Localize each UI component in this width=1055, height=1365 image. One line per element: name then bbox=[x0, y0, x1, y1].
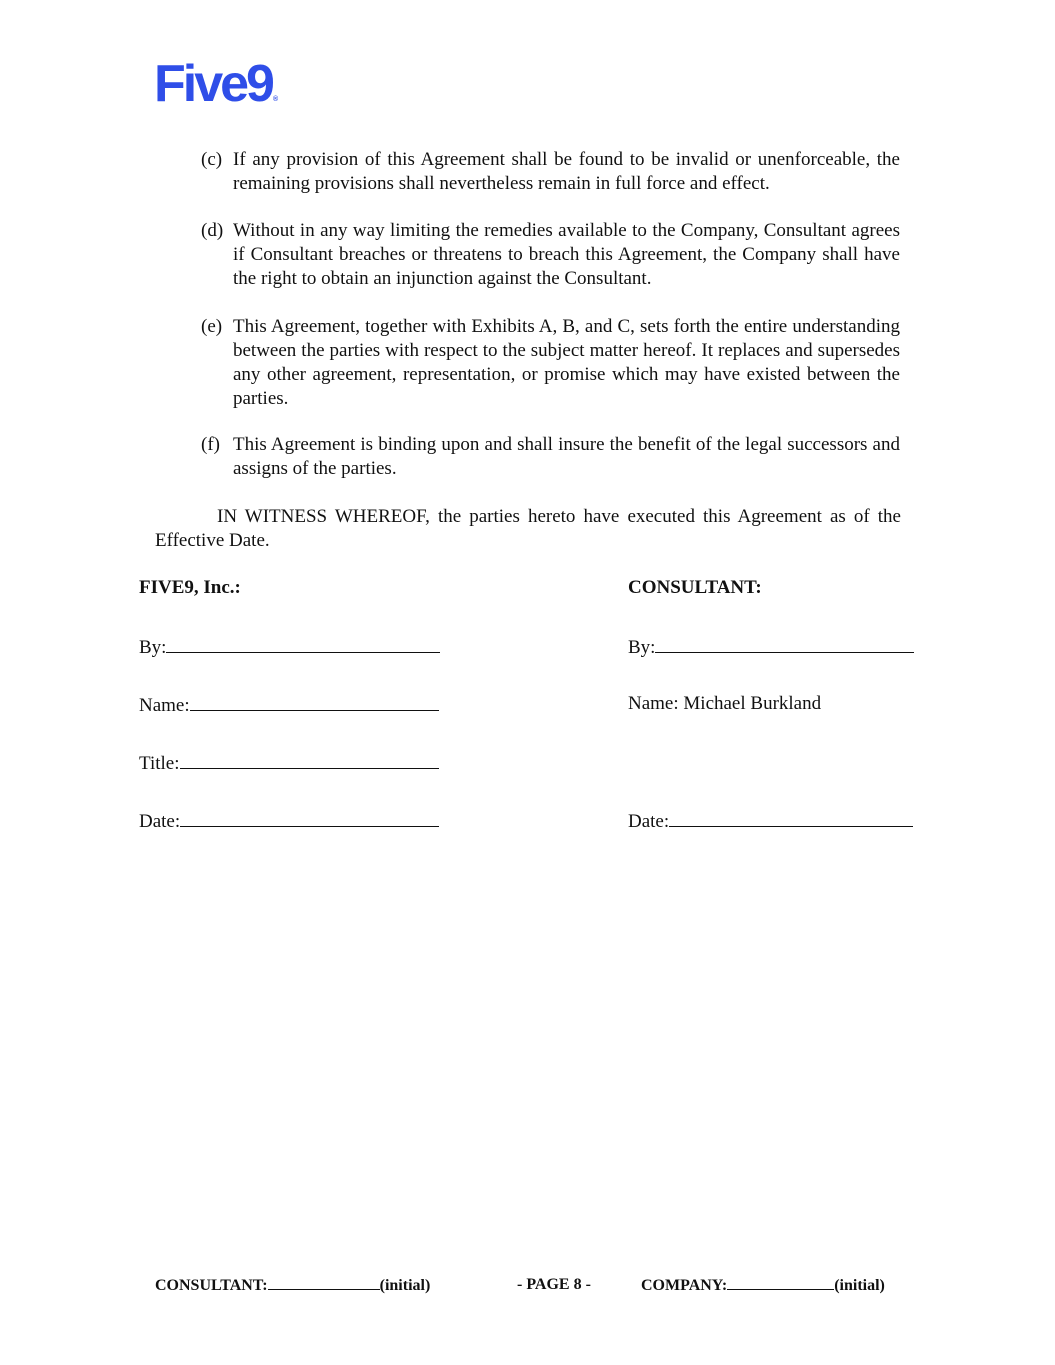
company-date-label: Date: bbox=[139, 811, 181, 832]
witness-paragraph: IN WITNESS WHEREOF, the parties hereto have executed this Agreement as of the Effective Date. bbox=[155, 506, 901, 551]
logo-registered-mark: ® bbox=[272, 96, 279, 103]
company-by-label: By: bbox=[139, 637, 167, 658]
consultant-date-label: Date: bbox=[628, 811, 670, 832]
clause-f bbox=[201, 433, 900, 481]
consultant-date-line[interactable] bbox=[669, 808, 913, 827]
company-date-field[interactable] bbox=[139, 808, 439, 834]
footer-initial-label: (initial) bbox=[834, 1277, 885, 1294]
clause-text: Without in any way limiting the remedies available to the Company, Consultant agrees if Consultant breaches or threatens to breach this Agreement, the Company shall have the right to obtain an injunction against the Consultant. bbox=[233, 220, 900, 289]
company-by-field[interactable] bbox=[139, 634, 440, 660]
clause-text: This Agreement, together with Exhibits A, B, and C, sets forth the entire understanding between the parties with respect to the subject matter hereof. It replaces and supersedes any other agreement, representation, or promise which may have existed between the parties. bbox=[233, 316, 900, 409]
consultant-by-line[interactable] bbox=[655, 634, 914, 653]
company-title-line[interactable] bbox=[180, 750, 439, 769]
company-name-line[interactable] bbox=[190, 692, 439, 711]
clause-label: (e) bbox=[201, 316, 223, 337]
clause-text: If any provision of this Agreement shall be found to be invalid or unenforceable, the remaining provisions shall nevertheless remain in full force and effect. bbox=[233, 149, 900, 194]
clause-label: (f) bbox=[201, 434, 220, 455]
company-title-field[interactable] bbox=[139, 750, 439, 776]
consultant-by-label: By: bbox=[628, 637, 656, 658]
company-title-label: Title: bbox=[139, 753, 180, 774]
company-by-line[interactable] bbox=[166, 634, 440, 653]
clause-e bbox=[201, 315, 900, 411]
consultant-heading: CONSULTANT: bbox=[628, 577, 762, 598]
footer-company-label: COMPANY: bbox=[641, 1277, 728, 1294]
page-number: - PAGE 8 - bbox=[517, 1276, 591, 1293]
clause-label: (c) bbox=[201, 149, 223, 170]
footer-company-initial bbox=[641, 1275, 885, 1296]
company-name-field[interactable] bbox=[139, 692, 439, 718]
clause-text: This Agreement is binding upon and shall insure the benefit of the legal successors and assigns of the parties. bbox=[233, 434, 900, 479]
five9-logo bbox=[154, 55, 279, 113]
clause-c bbox=[201, 148, 900, 196]
clause-label: (d) bbox=[201, 220, 224, 241]
consultant-by-field[interactable] bbox=[628, 634, 914, 660]
clause-d bbox=[201, 219, 900, 291]
footer-consultant-label: CONSULTANT: bbox=[155, 1277, 268, 1294]
company-heading: FIVE9, Inc.: bbox=[139, 577, 241, 598]
company-date-line[interactable] bbox=[180, 808, 439, 827]
consultant-name-field bbox=[628, 692, 821, 716]
footer-consultant-initial-line[interactable] bbox=[268, 1275, 380, 1290]
footer-initial-label: (initial) bbox=[379, 1277, 431, 1294]
logo-text: Five9 bbox=[154, 55, 272, 113]
company-name-label: Name: bbox=[139, 695, 190, 716]
consultant-date-field[interactable] bbox=[628, 808, 913, 834]
footer-consultant-initial bbox=[155, 1275, 430, 1296]
footer-company-initial-line[interactable] bbox=[727, 1275, 834, 1290]
consultant-name-label: Name: Michael Burkland bbox=[628, 693, 822, 714]
